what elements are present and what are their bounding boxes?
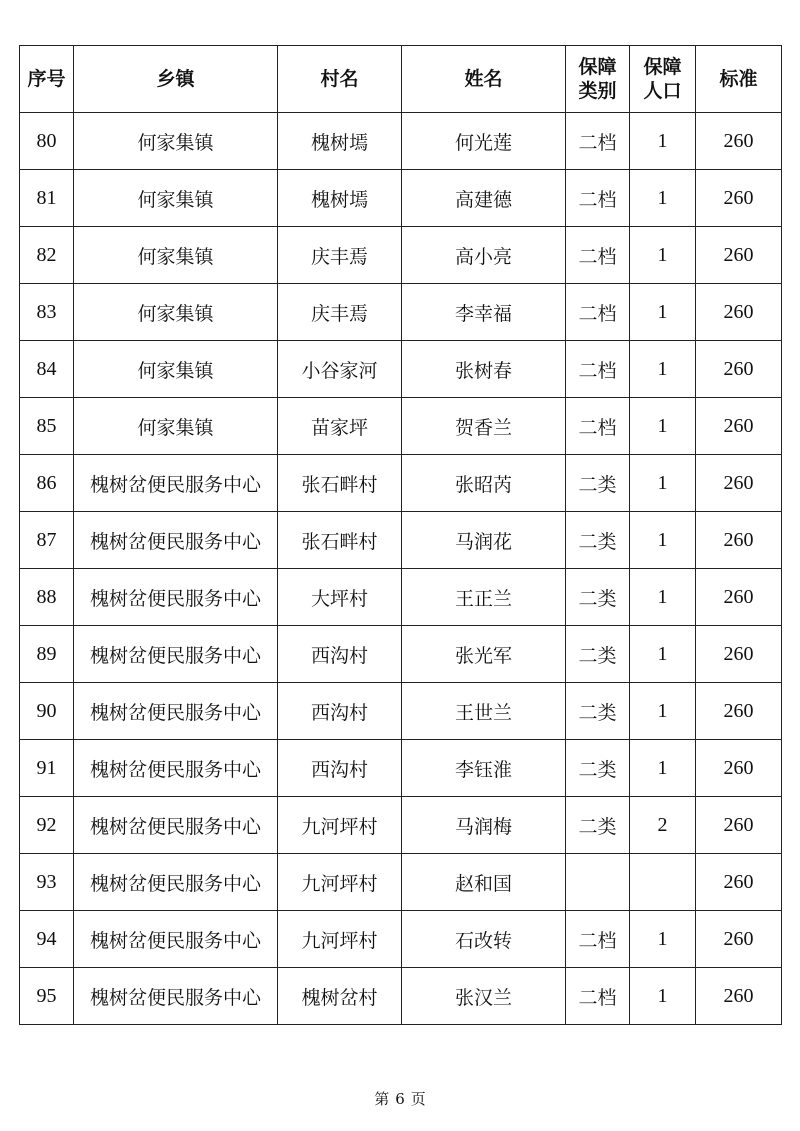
cell-people: 1 [630, 740, 696, 797]
cell-category [566, 854, 630, 911]
cell-seq: 94 [20, 911, 74, 968]
cell-category: 二类 [566, 740, 630, 797]
cell-name: 马润梅 [402, 797, 566, 854]
cell-seq: 89 [20, 626, 74, 683]
table-body [20, 113, 782, 1025]
cell-category: 二类 [566, 797, 630, 854]
cell-village: 九河坪村 [278, 911, 402, 968]
header-category-line2: 类别 [578, 80, 617, 102]
cell-town: 槐树岔便民服务中心 [74, 626, 278, 683]
cell-name: 马润花 [402, 512, 566, 569]
table-row [20, 227, 782, 284]
cell-people: 1 [630, 113, 696, 170]
cell-town: 槐树岔便民服务中心 [74, 683, 278, 740]
cell-seq: 86 [20, 455, 74, 512]
cell-people: 1 [630, 512, 696, 569]
cell-town: 槐树岔便民服务中心 [74, 797, 278, 854]
cell-town: 何家集镇 [74, 398, 278, 455]
cell-village: 西沟村 [278, 740, 402, 797]
table-row [20, 170, 782, 227]
table-row [20, 398, 782, 455]
cell-people: 1 [630, 455, 696, 512]
cell-town: 何家集镇 [74, 284, 278, 341]
table-row [20, 113, 782, 170]
cell-town: 何家集镇 [74, 113, 278, 170]
cell-name: 张树春 [402, 341, 566, 398]
cell-town: 槐树岔便民服务中心 [74, 569, 278, 626]
cell-village: 槐树岔村 [278, 968, 402, 1025]
cell-name: 何光莲 [402, 113, 566, 170]
cell-seq: 85 [20, 398, 74, 455]
cell-standard: 260 [696, 227, 782, 284]
cell-people: 1 [630, 569, 696, 626]
cell-category: 二类 [566, 569, 630, 626]
cell-people: 1 [630, 968, 696, 1025]
cell-category: 二档 [566, 284, 630, 341]
header-category [566, 46, 630, 113]
table-header [20, 46, 782, 113]
cell-village: 大坪村 [278, 569, 402, 626]
cell-standard: 260 [696, 170, 782, 227]
cell-people: 1 [630, 683, 696, 740]
header-name: 姓名 [402, 46, 566, 113]
header-people [630, 46, 696, 113]
cell-village: 张石畔村 [278, 512, 402, 569]
cell-standard: 260 [696, 398, 782, 455]
table-row [20, 284, 782, 341]
cell-people: 2 [630, 797, 696, 854]
cell-category: 二档 [566, 911, 630, 968]
table-row [20, 341, 782, 398]
cell-category: 二类 [566, 455, 630, 512]
cell-village: 槐树墕 [278, 113, 402, 170]
cell-town: 槐树岔便民服务中心 [74, 740, 278, 797]
header-village: 村名 [278, 46, 402, 113]
relief-roster-table [19, 45, 782, 1025]
cell-town: 何家集镇 [74, 341, 278, 398]
cell-village: 九河坪村 [278, 854, 402, 911]
table-row [20, 569, 782, 626]
cell-category: 二档 [566, 170, 630, 227]
table-row [20, 854, 782, 911]
cell-standard: 260 [696, 740, 782, 797]
cell-standard: 260 [696, 455, 782, 512]
table-row [20, 512, 782, 569]
cell-town: 何家集镇 [74, 170, 278, 227]
table-row [20, 968, 782, 1025]
cell-seq: 93 [20, 854, 74, 911]
table-row [20, 626, 782, 683]
cell-standard: 260 [696, 341, 782, 398]
cell-people: 1 [630, 398, 696, 455]
table-row [20, 455, 782, 512]
cell-town: 何家集镇 [74, 227, 278, 284]
footer-suffix: 页 [410, 1090, 426, 1108]
cell-category: 二档 [566, 113, 630, 170]
footer-page-number: 6 [395, 1090, 405, 1108]
cell-people: 1 [630, 227, 696, 284]
cell-seq: 87 [20, 512, 74, 569]
header-category-line1: 保障 [578, 56, 617, 78]
cell-standard: 260 [696, 569, 782, 626]
cell-village: 庆丰焉 [278, 227, 402, 284]
table-row [20, 797, 782, 854]
footer-prefix: 第 [374, 1090, 390, 1108]
cell-name: 张昭芮 [402, 455, 566, 512]
cell-people: 1 [630, 284, 696, 341]
header-seq: 序号 [20, 46, 74, 113]
cell-town: 槐树岔便民服务中心 [74, 968, 278, 1025]
cell-people [630, 854, 696, 911]
cell-name: 李钰淮 [402, 740, 566, 797]
cell-seq: 81 [20, 170, 74, 227]
header-row [20, 46, 782, 113]
cell-category: 二档 [566, 227, 630, 284]
cell-name: 石改转 [402, 911, 566, 968]
cell-village: 苗家坪 [278, 398, 402, 455]
cell-seq: 90 [20, 683, 74, 740]
cell-seq: 84 [20, 341, 74, 398]
header-people-line2: 人口 [643, 80, 682, 102]
cell-name: 李幸福 [402, 284, 566, 341]
cell-standard: 260 [696, 284, 782, 341]
cell-name: 赵和国 [402, 854, 566, 911]
cell-seq: 80 [20, 113, 74, 170]
table-row [20, 683, 782, 740]
cell-name: 高建德 [402, 170, 566, 227]
header-town: 乡镇 [74, 46, 278, 113]
cell-seq: 95 [20, 968, 74, 1025]
cell-category: 二档 [566, 968, 630, 1025]
cell-seq: 88 [20, 569, 74, 626]
cell-standard: 260 [696, 113, 782, 170]
cell-name: 王正兰 [402, 569, 566, 626]
cell-name: 高小亮 [402, 227, 566, 284]
cell-name: 张汉兰 [402, 968, 566, 1025]
cell-people: 1 [630, 170, 696, 227]
cell-standard: 260 [696, 797, 782, 854]
cell-seq: 92 [20, 797, 74, 854]
cell-town: 槐树岔便民服务中心 [74, 911, 278, 968]
cell-village: 槐树墕 [278, 170, 402, 227]
cell-seq: 82 [20, 227, 74, 284]
cell-category: 二档 [566, 341, 630, 398]
cell-name: 张光军 [402, 626, 566, 683]
cell-standard: 260 [696, 626, 782, 683]
cell-standard: 260 [696, 854, 782, 911]
cell-village: 张石畔村 [278, 455, 402, 512]
table-row [20, 911, 782, 968]
header-standard: 标准 [696, 46, 782, 113]
cell-village: 九河坪村 [278, 797, 402, 854]
cell-village: 庆丰焉 [278, 284, 402, 341]
page-footer [0, 1088, 800, 1109]
cell-village: 西沟村 [278, 683, 402, 740]
cell-category: 二档 [566, 398, 630, 455]
cell-category: 二类 [566, 683, 630, 740]
cell-village: 西沟村 [278, 626, 402, 683]
cell-category: 二类 [566, 512, 630, 569]
cell-standard: 260 [696, 512, 782, 569]
cell-people: 1 [630, 911, 696, 968]
cell-category: 二类 [566, 626, 630, 683]
cell-name: 王世兰 [402, 683, 566, 740]
cell-town: 槐树岔便民服务中心 [74, 455, 278, 512]
header-people-line1: 保障 [643, 56, 682, 78]
cell-standard: 260 [696, 911, 782, 968]
cell-people: 1 [630, 341, 696, 398]
cell-name: 贺香兰 [402, 398, 566, 455]
cell-standard: 260 [696, 968, 782, 1025]
cell-people: 1 [630, 626, 696, 683]
cell-town: 槐树岔便民服务中心 [74, 854, 278, 911]
cell-seq: 91 [20, 740, 74, 797]
cell-town: 槐树岔便民服务中心 [74, 512, 278, 569]
cell-village: 小谷家河 [278, 341, 402, 398]
cell-standard: 260 [696, 683, 782, 740]
table-row [20, 740, 782, 797]
cell-seq: 83 [20, 284, 74, 341]
